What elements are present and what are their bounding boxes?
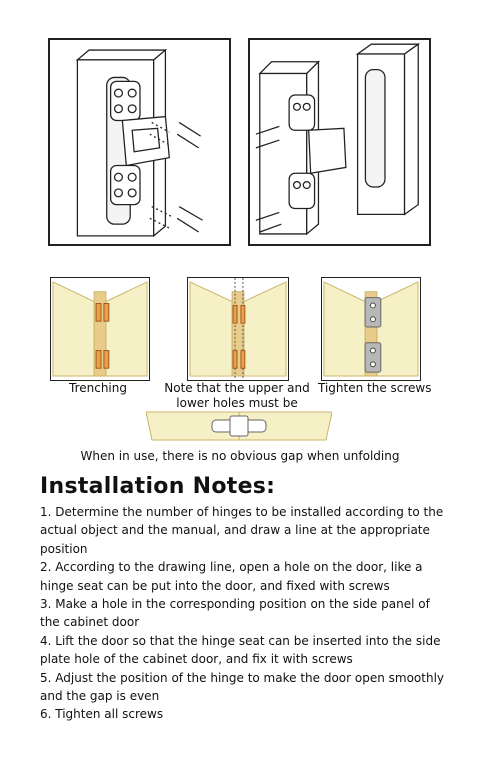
- vertical-holes-diagram: [187, 277, 289, 381]
- caption-tighten-screws: Tighten the screws: [318, 381, 432, 395]
- note-item: 2. According to the drawing line, open a hole on the door, like a hinge seat can be put into the door, and fixed with screws: [40, 560, 423, 593]
- installation-notes-list: [40, 503, 450, 724]
- tighten-screws-diagram: [321, 277, 421, 381]
- installation-notes-title: Installation Notes:: [40, 474, 276, 499]
- trenching-diagram: [50, 277, 150, 381]
- hinge-door-illustration: [50, 40, 229, 244]
- hinge-drawing-right: [248, 38, 431, 246]
- note-item: 5. Adjust the position of the hinge to make the door open smoothly and the gap is even: [40, 670, 445, 704]
- note-item: 6. Tighten all screws: [40, 707, 164, 722]
- vertical-holes-illustration: [188, 278, 288, 380]
- unfolded-hinge-illustration: [146, 410, 332, 442]
- hinge-drawing-left: [48, 38, 231, 246]
- tighten-screws-illustration: [322, 278, 420, 380]
- note-item: 4. Lift the door so that the hinge seat can be inserted into the side plate hole of the cabinet door, and fix it with screws: [40, 633, 441, 667]
- usage-note: When in use, there is no obvious gap when unfolding: [80, 449, 400, 463]
- caption-vertical-holes: Note that the upper and lower holes must be: [164, 381, 310, 410]
- caption-trenching: Trenching: [69, 381, 127, 395]
- note-item: 3. Make a hole in the corresponding position on the side panel of the cabinet door: [40, 597, 430, 630]
- hinge-cabinet-illustration: [250, 40, 429, 244]
- unfolded-hinge-diagram: [146, 410, 332, 442]
- note-item: 1. Determine the number of hinges to be installed according to the actual object and the manual, and draw a line at the appropriate position: [40, 505, 444, 556]
- trenching-illustration: [51, 278, 149, 380]
